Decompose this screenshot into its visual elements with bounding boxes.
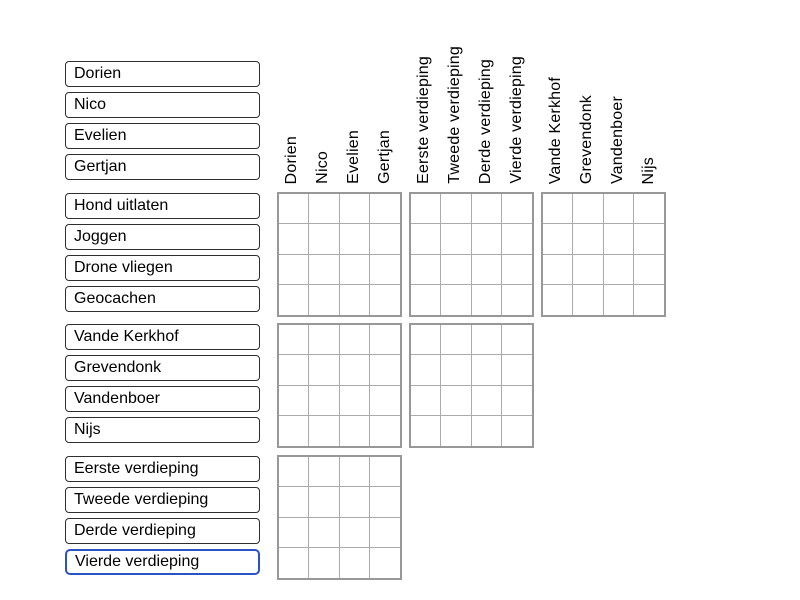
grid-cell[interactable]	[411, 386, 441, 416]
grid-cell[interactable]	[573, 224, 603, 254]
column-header-surnames-3	[634, 6, 665, 184]
grid-cell[interactable]	[441, 416, 471, 446]
grid-cell[interactable]	[441, 255, 471, 285]
grid-cell[interactable]	[411, 194, 441, 224]
grid-cell[interactable]	[411, 416, 441, 446]
row-label-text: Gertjan	[74, 158, 127, 175]
row-label-text: Vandenboer	[74, 390, 160, 407]
row-label-text: Geocachen	[74, 290, 156, 307]
grid-cell[interactable]	[340, 457, 370, 487]
grid-cell[interactable]	[573, 255, 603, 285]
grid-cell[interactable]	[309, 457, 339, 487]
grid-cell[interactable]	[340, 285, 370, 315]
column-header-names-0	[277, 6, 308, 184]
grid-cell[interactable]	[604, 285, 634, 315]
column-header-names-3	[370, 6, 401, 184]
grid-cell[interactable]	[634, 255, 664, 285]
row-label-names-0[interactable]	[65, 61, 260, 87]
row-label-text: Vierde verdieping	[75, 553, 200, 570]
grid-cell[interactable]	[279, 255, 309, 285]
grid-block-activities-x-names	[277, 192, 402, 317]
grid-cell[interactable]	[340, 255, 370, 285]
grid-cell[interactable]	[370, 487, 400, 517]
grid-cell[interactable]	[543, 255, 573, 285]
grid-cell[interactable]	[411, 224, 441, 254]
row-label-surnames-0[interactable]	[65, 324, 260, 350]
grid-cell[interactable]	[411, 285, 441, 315]
grid-cell[interactable]	[411, 355, 441, 385]
grid-cell[interactable]	[279, 285, 309, 315]
grid-cell[interactable]	[309, 416, 339, 446]
row-label-text: Joggen	[74, 228, 127, 245]
grid-cell[interactable]	[472, 386, 502, 416]
column-header-surnames-0	[541, 6, 572, 184]
grid-cell[interactable]	[502, 194, 532, 224]
column-header-label: Tweede verdieping	[446, 46, 464, 184]
grid-cell[interactable]	[340, 355, 370, 385]
grid-cell[interactable]	[340, 194, 370, 224]
row-label-text: Vande Kerkhof	[74, 328, 179, 345]
row-label-floors-0[interactable]	[65, 456, 260, 482]
column-header-label: Derde verdieping	[477, 58, 495, 184]
grid-cell[interactable]	[340, 518, 370, 548]
row-label-activities-3[interactable]	[65, 286, 260, 312]
grid-cell[interactable]	[502, 355, 532, 385]
row-label-activities-0[interactable]	[65, 193, 260, 219]
row-label-names-1[interactable]	[65, 92, 260, 118]
grid-cell[interactable]	[472, 224, 502, 254]
grid-cell[interactable]	[279, 487, 309, 517]
row-label-floors-2[interactable]	[65, 518, 260, 544]
grid-cell[interactable]	[543, 285, 573, 315]
grid-cell[interactable]	[472, 416, 502, 446]
grid-block-floors-x-names	[277, 455, 402, 580]
grid-cell[interactable]	[604, 255, 634, 285]
grid-cell[interactable]	[411, 325, 441, 355]
column-header-label: Vierde verdieping	[508, 56, 526, 184]
column-header-label: Evelien	[345, 130, 363, 184]
column-header-names-2	[339, 6, 370, 184]
grid-cell[interactable]	[370, 325, 400, 355]
row-label-surnames-3[interactable]	[65, 417, 260, 443]
grid-cell[interactable]	[573, 285, 603, 315]
grid-cell[interactable]	[370, 355, 400, 385]
grid-cell[interactable]	[279, 457, 309, 487]
grid-block-surnames-x-names	[277, 323, 402, 448]
grid-cell[interactable]	[543, 224, 573, 254]
grid-cell[interactable]	[309, 255, 339, 285]
grid-cell[interactable]	[502, 285, 532, 315]
grid-cell[interactable]	[309, 386, 339, 416]
row-label-surnames-1[interactable]	[65, 355, 260, 381]
grid-cell[interactable]	[502, 325, 532, 355]
grid-cell[interactable]	[472, 285, 502, 315]
column-header-label: Grevendonk	[578, 94, 596, 184]
column-header-label: Nico	[314, 151, 332, 184]
row-label-activities-1[interactable]	[65, 224, 260, 250]
grid-cell[interactable]	[340, 487, 370, 517]
grid-cell[interactable]	[309, 194, 339, 224]
row-label-text: Evelien	[74, 127, 127, 144]
grid-cell[interactable]	[441, 285, 471, 315]
grid-cell[interactable]	[340, 548, 370, 578]
grid-cell[interactable]	[309, 487, 339, 517]
grid-cell[interactable]	[279, 325, 309, 355]
grid-block-surnames-x-floors	[409, 323, 534, 448]
row-label-text: Tweede verdieping	[74, 491, 209, 508]
grid-cell[interactable]	[472, 325, 502, 355]
grid-block-activities-x-floors	[409, 192, 534, 317]
grid-cell[interactable]	[634, 285, 664, 315]
row-label-floors-3[interactable]	[65, 549, 260, 575]
grid-cell[interactable]	[502, 416, 532, 446]
column-header-floors-1	[440, 6, 471, 184]
grid-cell[interactable]	[502, 224, 532, 254]
grid-cell[interactable]	[279, 224, 309, 254]
grid-cell[interactable]	[634, 194, 664, 224]
grid-cell[interactable]	[441, 386, 471, 416]
column-header-floors-0	[409, 6, 440, 184]
grid-cell[interactable]	[502, 386, 532, 416]
grid-cell[interactable]	[309, 355, 339, 385]
grid-cell[interactable]	[370, 194, 400, 224]
row-label-text: Hond uitlaten	[74, 197, 169, 214]
row-label-text: Grevendonk	[74, 359, 162, 376]
grid-cell[interactable]	[279, 355, 309, 385]
column-header-label: Gertjan	[376, 130, 394, 184]
grid-cell[interactable]	[370, 224, 400, 254]
grid-cell[interactable]	[370, 285, 400, 315]
grid-cell[interactable]	[340, 325, 370, 355]
grid-cell[interactable]	[309, 325, 339, 355]
grid-cell[interactable]	[309, 518, 339, 548]
grid-cell[interactable]	[279, 194, 309, 224]
column-header-surnames-2	[603, 6, 634, 184]
grid-cell[interactable]	[472, 355, 502, 385]
row-label-activities-2[interactable]	[65, 255, 260, 281]
column-header-label: Dorien	[283, 135, 301, 184]
grid-cell[interactable]	[502, 255, 532, 285]
grid-cell[interactable]	[370, 416, 400, 446]
column-header-floors-3	[502, 6, 533, 184]
row-label-text: Nico	[74, 96, 107, 113]
grid-cell[interactable]	[340, 416, 370, 446]
column-header-label: Nijs	[640, 156, 658, 184]
grid-cell[interactable]	[472, 255, 502, 285]
grid-cell[interactable]	[604, 194, 634, 224]
row-label-text: Drone vliegen	[74, 259, 173, 276]
grid-cell[interactable]	[279, 518, 309, 548]
grid-cell[interactable]	[340, 224, 370, 254]
row-label-surnames-2[interactable]	[65, 386, 260, 412]
grid-cell[interactable]	[411, 255, 441, 285]
grid-cell[interactable]	[340, 386, 370, 416]
grid-cell[interactable]	[279, 548, 309, 578]
row-label-text: Nijs	[74, 421, 101, 438]
grid-cell[interactable]	[634, 224, 664, 254]
grid-cell[interactable]	[441, 194, 471, 224]
grid-cell[interactable]	[370, 255, 400, 285]
grid-cell[interactable]	[370, 518, 400, 548]
grid-cell[interactable]	[309, 224, 339, 254]
row-label-names-3[interactable]	[65, 154, 260, 180]
grid-cell[interactable]	[279, 416, 309, 446]
grid-cell[interactable]	[309, 548, 339, 578]
grid-cell[interactable]	[543, 194, 573, 224]
grid-cell[interactable]	[441, 325, 471, 355]
row-label-names-2[interactable]	[65, 123, 260, 149]
grid-cell[interactable]	[573, 194, 603, 224]
column-header-surnames-1	[572, 6, 603, 184]
row-label-text: Eerste verdieping	[74, 460, 199, 477]
grid-cell[interactable]	[441, 224, 471, 254]
grid-cell[interactable]	[370, 457, 400, 487]
row-label-text: Derde verdieping	[74, 522, 196, 539]
grid-cell[interactable]	[370, 386, 400, 416]
column-header-label: Eerste verdieping	[415, 56, 433, 184]
grid-cell[interactable]	[370, 548, 400, 578]
column-header-floors-2	[471, 6, 502, 184]
row-label-floors-1[interactable]	[65, 487, 260, 513]
grid-cell[interactable]	[472, 194, 502, 224]
grid-cell[interactable]	[279, 386, 309, 416]
column-header-names-1	[308, 6, 339, 184]
grid-block-activities-x-surnames	[541, 192, 666, 317]
grid-cell[interactable]	[441, 355, 471, 385]
column-header-label: Vandenboer	[609, 96, 627, 184]
grid-cell[interactable]	[604, 224, 634, 254]
grid-cell[interactable]	[309, 285, 339, 315]
column-header-label: Vande Kerkhof	[547, 76, 565, 184]
row-label-text: Dorien	[74, 65, 122, 82]
